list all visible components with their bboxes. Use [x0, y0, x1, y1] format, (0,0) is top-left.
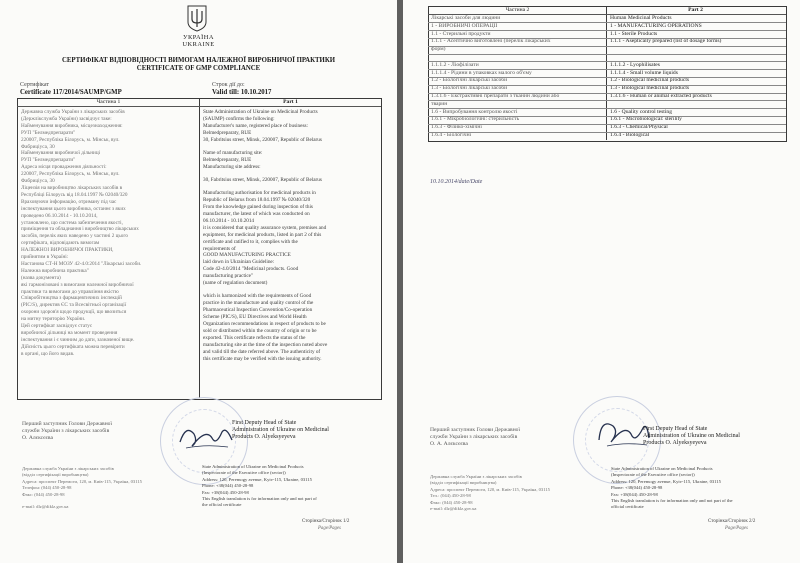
part2-row-ua: 1.6.3 - Фізико-хімічні — [431, 124, 482, 131]
part2-row-en: 1.6.3 - Chemical/Physical — [610, 124, 668, 131]
text-line: Адреса місця провадження діяльності: — [21, 164, 107, 171]
date-handwritten-note: 10.10.2014/date/Date — [430, 179, 483, 185]
text-line: 220007, Республіка Білорусь, м. Мінськ, вул. — [21, 171, 120, 178]
text-line: Organization recommendations in respect of products to be — [203, 321, 326, 328]
row-divider — [428, 69, 786, 70]
text-line: which is harmonized with the requirements of Good — [203, 293, 312, 300]
part2-row-ua: 1.1.1 - Асептично виготовлені (перелік лікарських — [431, 38, 551, 45]
text-line: практики та вимогами до управління якістю — [21, 288, 119, 295]
page-number-1-en: Page/Pages — [318, 526, 341, 531]
part2-row-en: 1.1.1 - Aseptically prepared (list of dosage forms) — [610, 38, 722, 45]
text-line: Державна служба України з лікарських засобів — [22, 466, 114, 471]
text-line: This English translation is for information only and not part of — [202, 496, 317, 502]
part2-row-en: 1.3.1.6 - Human or animal extracted products — [610, 93, 712, 99]
text-line: Фабриціуса, 30 — [21, 178, 55, 185]
text-line: (Inspectorate of the Executive office (sector)) — [611, 472, 695, 478]
part2-header-ua: Частина 2 — [505, 7, 530, 13]
part2-row-ua: 1.6.1 - Мікробіологічні: стерильність — [431, 116, 520, 123]
text-line: проведено 06.10.2014 - 10.10.2014, — [21, 212, 98, 219]
text-line: Manufacturing site address: — [203, 163, 261, 170]
text-line: manufacturing practice" — [203, 273, 254, 280]
text-line: в органі, що його видав. — [21, 350, 75, 357]
text-line: Ліцензія на виробництво лікарських засобів в — [21, 184, 123, 191]
page-number-2: Сторінка/Сторінок 2/2 — [708, 519, 756, 524]
trident-coat-of-arms-icon — [186, 4, 208, 32]
text-line: засобів, перелік яких наведено у частині 2 цього — [21, 233, 128, 240]
part2-row-en: 1.6.4 - Biological — [610, 132, 650, 138]
text-line: Настанова СТ-Н МОЗУ 42-4.0:2014 "Лікарські засоби. — [21, 260, 142, 267]
part2-row-ua: 1.1.1.4 - Рідини в упаковках малого об'єму — [431, 69, 532, 76]
text-line: Факс: (044) 450-28-98 — [430, 499, 473, 505]
text-line: Цей сертифікат засвідчує статус — [21, 323, 93, 330]
country-name-ua: УКРАЇНА — [183, 34, 214, 41]
text-line: GOOD MANUFACTURING PRACTICE — [203, 252, 291, 259]
part2-row-ua: Лікарські засоби для людини — [431, 15, 501, 21]
row-divider — [428, 77, 786, 78]
text-line: на митну територію України. — [21, 316, 86, 323]
text-line: сертифіката, відповідають вимогам — [21, 240, 100, 247]
certificate-number: Certificate 117/2014/SAUMP/GMP — [20, 89, 122, 96]
text-line: Fax: +38(044) 450-28-98 — [202, 489, 249, 495]
text-line: (SAUMP) confirms the following: — [203, 115, 275, 122]
part2-row-en: 1.1.1.4 - Small volume liquids — [610, 69, 678, 76]
text-line: State Administration of Ukraine on Medicinal Products — [203, 109, 318, 115]
text-line: 06.10.2014 - 10.10.2014 — [203, 217, 255, 224]
text-line: and valid till the date referred above. The authenticity of — [203, 348, 321, 355]
signatory-title-ua-1-p2: Перший заступник Голови Державної — [430, 427, 521, 433]
text-line: This English translation is for information only and not part of the — [611, 498, 733, 504]
text-line: Fax: +38(044) 450-28-98 — [611, 491, 658, 497]
row-divider — [428, 85, 786, 86]
footer-ua — [22, 466, 198, 511]
text-line: Code 42-4.0/2014 "Medicinal products. Good — [203, 266, 299, 273]
part2-row-en: 1.1 - Sterile Products — [610, 30, 658, 37]
signatory-name-ua: О. Алєксєєва — [22, 435, 53, 441]
signatory-title-en-1: First Deputy Head of State — [232, 420, 297, 426]
text-line: Належна виробнича практика" — [21, 267, 89, 274]
text-line: НАЛЕЖНОЇ ВИРОБНИЧОЇ ПРАКТИКИ, — [21, 247, 114, 254]
row-divider — [428, 132, 786, 133]
text-line: (name of regulation document) — [203, 280, 268, 287]
text-line: Найменування виробничої дільниці — [21, 150, 101, 157]
text-line: установлено, що система забезпечення якості, — [21, 219, 123, 226]
part2-row-ua: 1.1.1.2 - Ліофілізати — [431, 61, 479, 68]
signatory-title-en-2: Administration of Ukraine on Medicinal — [232, 427, 329, 433]
certificate-page-1 — [0, 0, 397, 563]
handwritten-signature — [176, 420, 236, 454]
text-line: (відділ сертифікації виробництва) — [430, 480, 497, 486]
text-line: виробничої дільниці на момент проведення — [21, 330, 118, 336]
text-line: Address: 120, Peremogy avenue, Kyiv-115, Ukraine, 03115 — [611, 478, 721, 484]
text-line: practice in the manufacture and quality control of the — [203, 300, 314, 307]
text-line: e-mail: dlz@diklz.gov.ua — [22, 504, 69, 510]
text-line: інспектування і є чинним до дати, зазначеної вище. — [21, 336, 135, 343]
row-divider — [428, 30, 786, 31]
row-divider — [428, 93, 786, 94]
text-line: sold or distributed within the country of origin or to be — [203, 327, 317, 334]
signatory-title-ua-2: служби України з лікарських засобів — [22, 428, 110, 434]
row-divider — [428, 22, 786, 23]
part2-row-ua: 1.3 - Біологічні лікарські засоби — [431, 85, 508, 92]
valid-until-label-ua: Строк дії до: — [212, 82, 245, 88]
part2-row-ua: 1.1 - Стерильні продукти — [431, 30, 491, 37]
certificate-number-label-ua: Сертифікат — [20, 82, 50, 88]
row-divider — [428, 100, 786, 101]
text-line: охорони здоров'я щодо продукції, що ввозиться — [21, 309, 127, 316]
text-line: Враховуючи інформацію, отриману під час — [21, 198, 117, 205]
part2-row-en: 1.1.1.2 - Lyophilisates — [610, 61, 660, 68]
country-name-en: UKRAINE — [182, 41, 215, 48]
part2-row-en: 1.2 - Biological medicinal products — [610, 77, 690, 84]
signatory-title-en-1-p2: First Deputy Head of State — [643, 426, 708, 432]
text-line: Республіці Білорусь від 18.04.1997 № 02040/320 — [21, 191, 128, 198]
signatory-name-ua-p2: О. А. Алєксєєва — [430, 441, 468, 447]
footer-en — [202, 464, 392, 509]
part2-row-ua: 1.3.1.6 - Екстрактивні препарати з тканин людини або — [431, 93, 560, 99]
text-line: (Держлікслужба України) засвідчує таке: — [21, 115, 112, 122]
text-line: Співробітництва з фармацевтичних інспекцій — [21, 295, 122, 302]
row-divider — [428, 38, 786, 39]
text-line: Фабриціуса, 30 — [21, 143, 55, 150]
text-line: 30, Fabritsius street, Minsk, 220007, Republic of Belarus — [203, 136, 322, 143]
text-line: прийнятим в Україні: — [21, 254, 69, 261]
text-line: Address: 120, Peremogy avenue, Kyiv-115, Ukraine, 03115 — [202, 476, 312, 482]
text-line: Republic of Belarus from 18.04.1997 № 02040/320 — [203, 197, 311, 204]
part2-row-en: Human Medicinal Products — [610, 15, 672, 21]
text-line: Pharmaceutical Inspection Convention/Co-operation — [203, 307, 313, 314]
certificate-title-en: CERTIFICATE OF GMP COMPLIANCE — [136, 65, 261, 72]
part2-row-ua: 1.6 - Випробування контролю якості — [431, 108, 518, 115]
signatory-title-ua-2-p2: служби України з лікарських засобів — [430, 434, 518, 440]
text-line: Адреса: проспект Перемоги, 120, м. Київ-115, Україна, 03115 — [430, 486, 550, 492]
part1-ua-text — [21, 109, 197, 358]
text-line: Найменування виробника, місцезнаходження: — [21, 122, 123, 129]
signatory-name-en: Products O. Alyeksyeyeva — [232, 434, 296, 440]
text-line: exported. This certificate reflects the status of the — [203, 334, 306, 341]
text-line: (відділ сертифікації виробництва) — [22, 472, 89, 478]
text-line: it is considered that quality assurance system, premises and — [203, 224, 327, 231]
text-line: requirements of — [203, 245, 236, 252]
row-divider — [428, 61, 786, 62]
text-line: Manufacturing authorisation for medicinal products in — [203, 190, 316, 197]
text-line: Державна служба України з лікарських засобів — [430, 474, 522, 479]
text-line: certificate and ratified to it, complies with the — [203, 238, 298, 245]
text-line: Дійсність цього сертифіката можна перевірити — [21, 343, 125, 350]
text-line: Тел.: (044) 450-28-98 — [430, 493, 471, 499]
signatory-name-en-p2: Products O. Alyeksyeyeva — [643, 440, 707, 446]
text-line: 220007, Республіка Білорусь, м. Мінськ, вул. — [21, 136, 120, 143]
text-line: Phone: +38(044) 450-28-98 — [202, 483, 254, 489]
row-divider — [428, 46, 786, 47]
certificate-page-2 — [403, 0, 800, 563]
text-line: Name of manufacturing site: — [203, 149, 263, 156]
page-number-1: Сторінка/Сторінок 1/2 — [302, 519, 350, 524]
part2-row-en: 1 - MANUFACTURING OPERATIONS — [610, 22, 702, 29]
text-line: e-mail: dlz@diklz.gov.ua — [430, 506, 477, 512]
text-line: (назва документа) — [21, 274, 61, 281]
text-line: Факс: (044) 450-28-98 — [22, 491, 65, 497]
text-line: Адреса: проспект Перемоги, 120, м. Київ-115, Україна, 03115 — [22, 478, 142, 484]
part2-row-ua: тварин — [431, 100, 448, 107]
signatory-title-ua-1: Перший заступник Голови Державної — [22, 421, 113, 427]
text-line: Belmedpreparaty, RUE — [203, 156, 252, 163]
text-line: equipment, for medicinal products, listed in part 2 of this — [203, 231, 322, 238]
part2-row-en: 1.6 - Quality control testing — [610, 108, 672, 115]
text-line: Phone: +38(044) 450-28-98 — [611, 485, 663, 491]
page-number-2-en: Page/Pages — [725, 526, 748, 531]
row-divider — [428, 116, 786, 117]
text-line: State Administration of Ukraine on Medicinal Products — [611, 466, 713, 471]
text-line: State Administration of Ukraine on Medicinal Products — [202, 464, 304, 469]
part1-en-text — [203, 109, 379, 362]
valid-until-date: Valid till: 10.10.2017 — [212, 89, 272, 96]
row-divider — [428, 54, 786, 55]
text-line: Belmedpreparaty, RUE — [203, 129, 252, 136]
text-line: РУП "Белмедпрепарати" — [21, 157, 76, 164]
part2-row-ua: 1.2 - Біологічні лікарські засоби — [431, 77, 508, 84]
part2-row-en: 1.6.1 - Microbiological: sterility — [610, 116, 682, 123]
footer-en-p2 — [611, 466, 797, 511]
part1-header-en: Part 1 — [283, 99, 298, 105]
text-line: Manufacturer's name, registered place of business: — [203, 122, 308, 129]
text-line: (PIC/S), директив ЄС та Всесвітньої організації — [21, 302, 127, 309]
text-line: the official certificate — [202, 502, 242, 508]
part2-row-ua: форм) — [431, 46, 446, 53]
part2-row-en: 1.3 - Biological medicinal products — [610, 85, 690, 92]
signatory-title-en-2-p2: Administration of Ukraine on Medicinal — [643, 433, 740, 439]
text-line: 30, Fabritsius street, Minsk, 220007, Republic of Belarus — [203, 177, 322, 184]
text-line: Телефон: (044) 450-28-98 — [22, 485, 72, 491]
text-line: РУП "Белмедпрепарати" — [21, 129, 76, 136]
text-line: приміщення та обладнання і виробництво лікарських — [21, 226, 139, 233]
text-line: які гармонізовані з вимогами належної виробничої — [21, 281, 134, 288]
text-line: інспектування цього виробника, останнє з яких — [21, 205, 126, 212]
row-divider — [428, 124, 786, 125]
text-line: Державна служба України з лікарських засобів — [21, 109, 125, 115]
certificate-title-ua: СЕРТИФІКАТ ВІДПОВІДНОСТІ ВИМОГАМ НАЛЕЖНОЇ ВИРОБНИЧОЇ ПРАКТИКИ — [61, 57, 336, 64]
row-divider — [428, 108, 786, 109]
part2-header-en: Part 2 — [688, 7, 703, 13]
text-line: this certificate may be verified with the issuing authority. — [203, 355, 322, 362]
part2-row-ua: 1.6.4 - Біологічні — [431, 132, 472, 138]
part1-header-ua: Частина 1 — [96, 99, 121, 105]
text-line: Scheme (PIC/S), EU Directives and World Health — [203, 314, 307, 321]
text-line: official certificate — [611, 504, 644, 510]
text-line: From the knowledge gained during inspection of this — [203, 204, 313, 211]
text-line: laid down in Ukrainian Guideline: — [203, 259, 275, 266]
text-line: (Inspectorate of the Executive office (sector)) — [202, 470, 286, 476]
part2-row-ua: 1 - ВИРОБНИЧІ ОПЕРАЦІЇ — [431, 22, 498, 29]
footer-ua-p2 — [430, 474, 608, 512]
text-line: manufacturer, the latest of which was conducted on — [203, 211, 310, 218]
text-line: manufacturing site at the time of the inspection noted above — [203, 341, 328, 348]
